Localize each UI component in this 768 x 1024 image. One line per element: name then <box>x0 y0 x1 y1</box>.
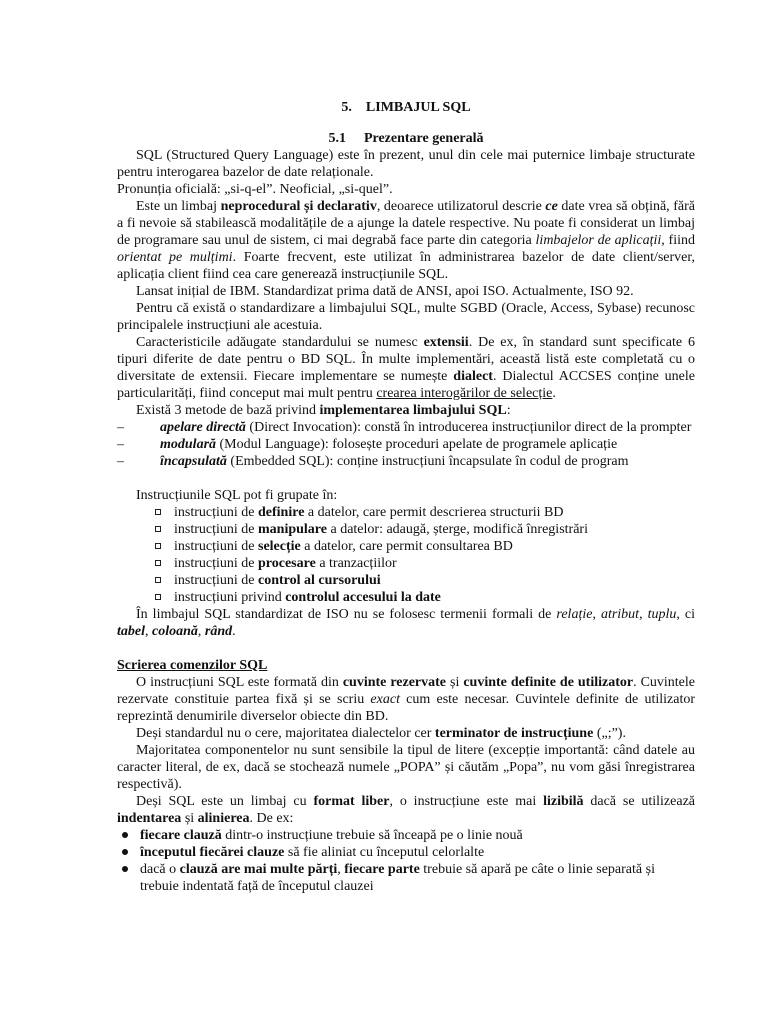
emphasis-run: relație <box>556 607 593 622</box>
chapter-heading <box>117 96 695 116</box>
group-text: instrucțiuni de control al cursorului <box>174 573 381 588</box>
intro-paragraph: Caracteristicile adăugate standardului se numesc extensii. De ex, în standard sunt specificate 6 tipuri diferite de date pentru o BD SQL. În multe implementări, această listă este completată cu o diversitate de extensii. Fiecare implementare se numește dialect. Dialectul ACCSES conține unele particularități, fiind conceput mai mult pentru crearea interogărilor de selecție. <box>117 335 695 401</box>
emphasis-run: clauză are mai multe părți <box>179 862 338 877</box>
square-bullet-icon <box>155 526 161 532</box>
chapter-number: 5. <box>341 100 352 115</box>
emphasis-run: coloană <box>152 624 198 639</box>
group-item <box>117 504 695 521</box>
method-item <box>117 436 695 453</box>
group-item <box>117 589 695 606</box>
spacer <box>117 470 695 487</box>
writing-paragraph: Majoritatea componentelor nu sunt sensibile la tipul de litere (excepție importantă: când datele au caracter literal, de ex, dacă se stochează numele „POPA” și căutăm „Popa”, nu vom găsi înregistrarea respectivă). <box>117 743 695 792</box>
emphasis-run: terminator de instrucțiune <box>434 726 594 741</box>
emphasis-run: definire <box>258 505 305 520</box>
rule-item <box>117 861 695 895</box>
emphasis-run: implementarea limbajului SQL <box>319 403 507 418</box>
chapter-title: LIMBAJUL SQL <box>365 100 471 115</box>
emphasis-run: cuvinte definite de utilizator <box>463 675 634 690</box>
intro-paragraph: SQL (Structured Query Language) este în prezent, unul din cele mai puternice limbaje structurate pentru interogarea bazelor de date relaționale. <box>117 148 695 180</box>
intro-paragraph: Lansat inițial de IBM. Standardizat prima dată de ANSI, apoi ISO. Actualmente, ISO 92. <box>136 284 634 299</box>
group-item <box>117 538 695 555</box>
intro-paragraph: Este un limbaj neprocedural și declarativ, deoarece utilizatorul descrie ce date vrea să obțină, fără a fi nevoie să stabilească modalitățile de a ajunge la datele respective. Nu poate fi considerat un limbaj de programare sau unul de sistem, ci mai degrabă face parte din categoria limbajelor de aplicații, fiind orientat pe mulțimi. Foarte frecvent, este utilizat în administrarea bazelor de date client/server, aplicația client fiind cea care generează instrucțiunile SQL. <box>117 199 695 282</box>
emphasis-run: modulară <box>160 437 217 452</box>
emphasis-run: și <box>304 199 314 214</box>
square-bullet-icon <box>155 543 161 549</box>
method-item <box>117 453 695 470</box>
dash-marker: – <box>117 454 124 469</box>
method-text: modulară (Modul Language): folosește proceduri apelate de programele aplicație <box>160 437 618 452</box>
emphasis-run: lizibilă <box>543 794 584 809</box>
square-bullet-icon <box>155 560 161 566</box>
emphasis-run: încapsulată <box>160 454 227 469</box>
intro-paragraph: Pentru că există o standardizare a limbajului SQL, multe SGBD (Oracle, Access, Sybase) recunosc principalele instrucțiuni ale acestuia. <box>117 301 695 333</box>
rule-item <box>117 827 695 844</box>
group-text: instrucțiuni de manipulare a datelor: adaugă, șterge, modifică înregistrări <box>174 522 588 537</box>
writing-paragraph: Deși SQL este un limbaj cu format liber, o instrucțiune este mai lizibilă dacă se utilizează indentarea și alinierea. De ex: <box>117 794 696 826</box>
emphasis-run: fiecare clauză <box>140 828 222 843</box>
emphasis-run: dialect <box>453 369 493 384</box>
intro-paragraph: Există 3 metode de bază privind implementarea limbajului SQL: <box>136 403 511 418</box>
writing-paragraph: O instrucțiuni SQL este formată din cuvinte rezervate și cuvinte definite de utilizator. Cuvintele rezervate constituie partea fixă și se scriu exact cum este necesar. Cuvintele definite de utilizator reprezintă denumirile diverselor obiecte din BD. <box>117 675 695 724</box>
spacer <box>117 640 695 657</box>
emphasis-run: alinierea <box>197 811 250 826</box>
writing-heading: Scrierea comenzilor SQL <box>117 658 268 673</box>
rule-text: începutul fiecărei clauze să fie aliniat cu începutul celorlalte <box>140 845 485 860</box>
section-heading <box>117 130 695 147</box>
groups-intro: Instrucțiunile SQL pot fi grupate în: <box>136 488 338 503</box>
square-bullet-icon <box>155 509 161 515</box>
emphasis-run: atribut <box>600 607 640 622</box>
emphasis-run: orientat pe mulțimi <box>117 250 233 265</box>
bullet-dot-icon <box>122 849 128 855</box>
emphasis-run: procesare <box>258 556 316 571</box>
emphasis-run: manipulare <box>258 522 327 537</box>
square-bullet-icon <box>155 577 161 583</box>
emphasis-run: declarativ <box>316 199 377 214</box>
rule-text: fiecare clauză dintr-o instrucțiune trebuie să înceapă pe o linie nouă <box>140 828 523 843</box>
section-title: Prezentare generală <box>363 131 484 146</box>
intro-paragraph: Pronunția oficială: „si-q-el”. Neoficial, „si-quel”. <box>117 182 393 197</box>
emphasis-run: cuvinte rezervate <box>342 675 447 690</box>
emphasis-run: neprocedural <box>220 199 301 214</box>
emphasis-run: tabel <box>117 624 145 639</box>
emphasis-run: limbajelor de aplicații <box>535 233 662 248</box>
emphasis-run: începutul fiecărei clauze <box>140 845 285 860</box>
emphasis-run: format liber <box>313 794 390 809</box>
group-text: instrucțiuni de selecție a datelor, care permit consultarea BD <box>174 539 513 554</box>
emphasis-run: control al cursorului <box>258 573 381 588</box>
emphasis-run: ce <box>545 199 558 214</box>
emphasis-run: controlul accesului la date <box>285 590 441 605</box>
rule-text: dacă o clauză are mai multe părți, fiecare parte trebuie să apară pe câte o linie separată și trebuie indentată față de începutul clauzei <box>140 862 655 894</box>
dash-marker: – <box>117 437 124 452</box>
group-item <box>117 572 695 589</box>
group-item <box>117 555 695 572</box>
emphasis-run: tuplu <box>647 607 677 622</box>
bullet-dot-icon <box>122 866 128 872</box>
emphasis-run: apelare directă <box>160 420 246 435</box>
group-text: instrucțiuni de definire a datelor, care permit descrierea structurii BD <box>174 505 564 520</box>
emphasis-run: fiecare parte <box>344 862 420 877</box>
rule-item <box>117 844 695 861</box>
emphasis-run: selecție <box>258 539 301 554</box>
document-page <box>117 96 695 895</box>
emphasis-run: extensii <box>423 335 469 350</box>
emphasis-run: rând <box>204 624 233 639</box>
method-item <box>117 419 695 436</box>
emphasis-run: indentarea <box>117 811 182 826</box>
emphasis-run: exact <box>370 692 400 707</box>
iso-note: În limbajul SQL standardizat de ISO nu se folosesc termenii formali de relație, atribut, tuplu, ci tabel, coloană, rând. <box>117 607 695 639</box>
dash-marker: – <box>117 420 124 435</box>
method-text: încapsulată (Embedded SQL): conține instrucțiuni încapsulate în codul de program <box>160 454 629 469</box>
writing-paragraph: Deși standardul nu o cere, majoritatea dialectelor cer terminator de instrucțiune („;”). <box>136 726 626 741</box>
group-item <box>117 521 695 538</box>
group-text: instrucțiuni privind controlul accesului la date <box>174 590 441 605</box>
square-bullet-icon <box>155 594 161 600</box>
section-number: 5.1 <box>328 131 346 146</box>
emphasis-run: crearea interogărilor de selecție <box>376 386 553 401</box>
group-text: instrucțiuni de procesare a tranzacțiilor <box>174 556 397 571</box>
method-text: apelare directă (Direct Invocation): constă în introducerea instrucțiunilor direct de la prompter <box>160 420 692 435</box>
bullet-dot-icon <box>122 832 128 838</box>
